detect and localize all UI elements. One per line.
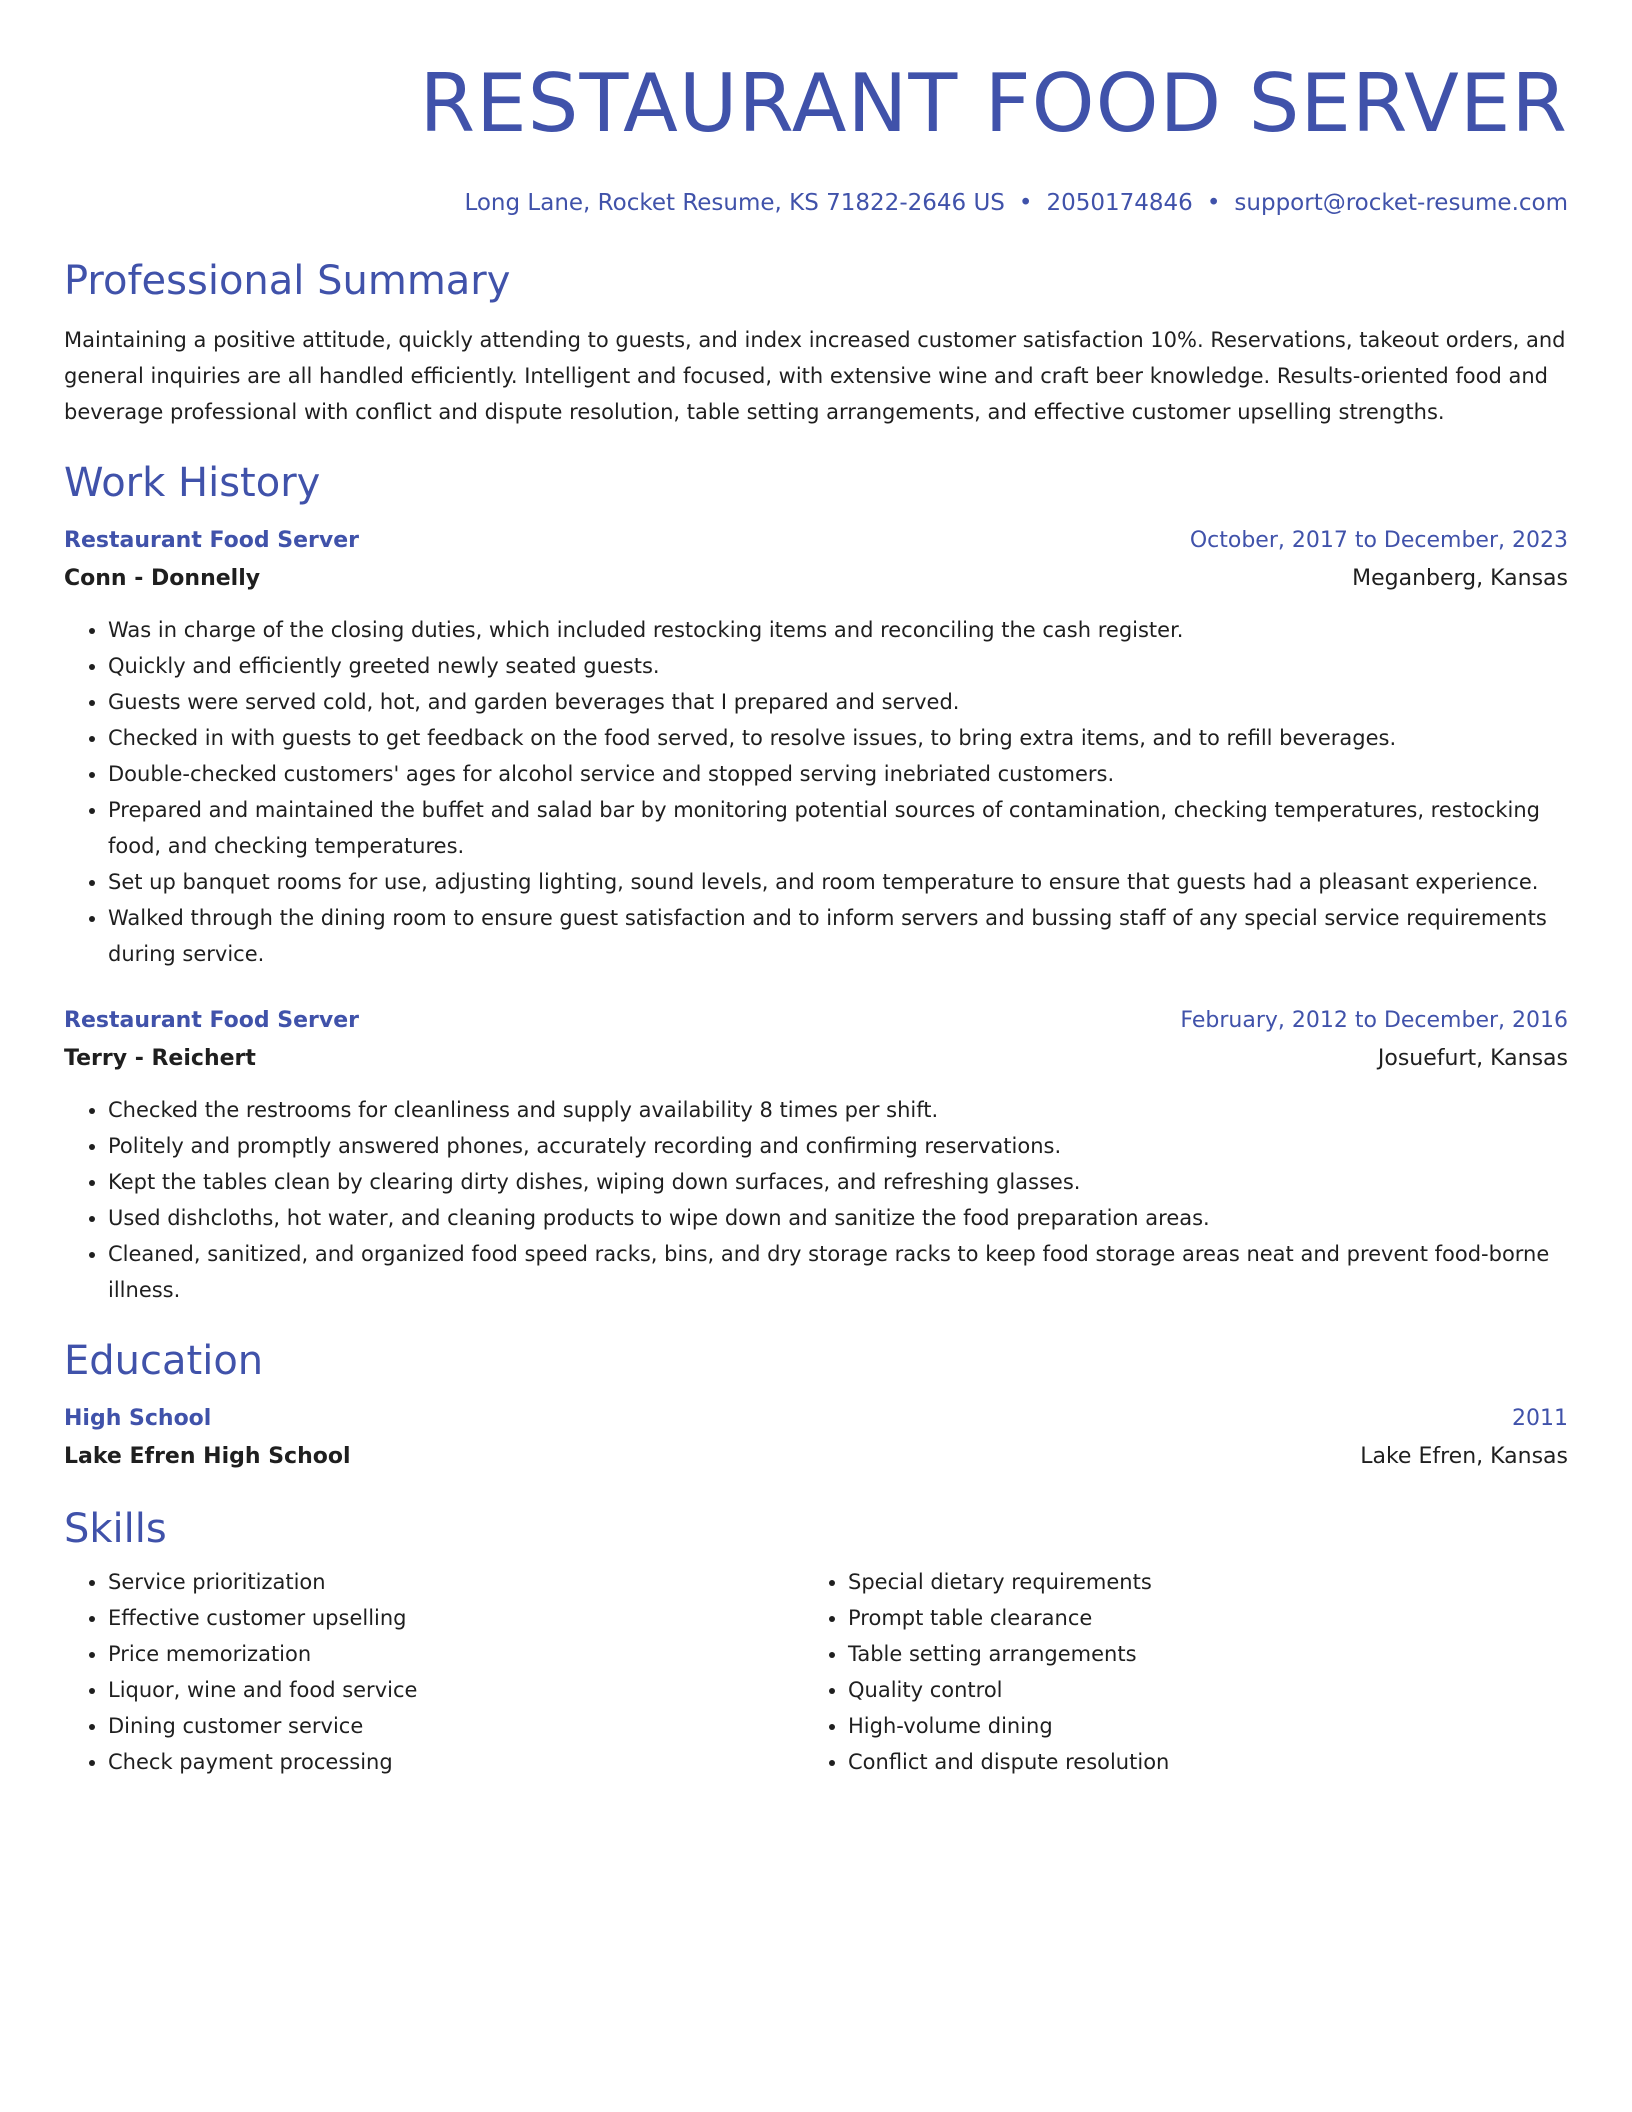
contact-separator: • (1018, 190, 1033, 216)
job-subheader (64, 1040, 1568, 1078)
skill-item: • Price memorization (108, 1636, 804, 1672)
bullet-item: • Kept the tables clean by clearing dirty dishes, wiping down surfaces, and refreshing glasses. (108, 1164, 1568, 1200)
email-text: support@rocket-resume.com (1234, 190, 1568, 216)
bullet-item: • Was in charge of the closing duties, which included restocking items and reconciling the cash register. (108, 612, 1568, 648)
school-name: Lake Efren High School (64, 1444, 351, 1469)
bullet-item: • Prepared and maintained the buffet and salad bar by monitoring potential sources of contamination, checking temperatures, restocking food, and checking temperatures. (108, 792, 1568, 864)
skill-item: • Prompt table clearance (848, 1600, 1544, 1636)
bullet-item: • Checked the restrooms for cleanliness and supply availability 8 times per shift. (108, 1092, 1568, 1128)
job-dates: October, 2017 to December, 2023 (1189, 528, 1568, 553)
bullet-item: • Cleaned, sanitized, and organized food speed racks, bins, and dry storage racks to keep food storage areas neat and prevent food-borne illness. (108, 1236, 1568, 1308)
education-entry (64, 1400, 1568, 1476)
skill-item: • Conflict and dispute resolution (848, 1744, 1544, 1780)
company-name: Conn - Donnelly (64, 566, 261, 591)
job-title: Restaurant Food Server (64, 1008, 360, 1033)
degree-name: High School (64, 1406, 212, 1431)
skills-heading: Skills (64, 1506, 167, 1552)
bullet-item: • Set up banquet rooms for use, adjusting lighting, sound levels, and room temperature to ensure that guests had a pleasant experience. (108, 864, 1568, 900)
job-header (64, 522, 1568, 560)
education-header (64, 1400, 1568, 1438)
job-title: Restaurant Food Server (64, 528, 360, 553)
education-subheader (64, 1438, 1568, 1476)
address-text: Long Lane, Rocket Resume, KS 71822-2646 US (464, 190, 1005, 216)
skill-item: • Check payment processing (108, 1744, 804, 1780)
skills-grid (64, 1564, 1568, 1780)
company-name: Terry - Reichert (64, 1046, 256, 1071)
skill-item: • High-volume dining (848, 1708, 1544, 1744)
job-dates: February, 2012 to December, 2016 (1180, 1008, 1568, 1033)
job-bullets (64, 612, 1568, 972)
contact-separator: • (1206, 190, 1221, 216)
bullet-item: • Walked through the dining room to ensure guest satisfaction and to inform servers and bussing staff of any special service requirements during service. (108, 900, 1568, 972)
skill-item: • Quality control (848, 1672, 1544, 1708)
skills-column-left (64, 1564, 804, 1780)
job-location: Josuefurt, Kansas (1377, 1046, 1568, 1071)
skill-item: • Service prioritization (108, 1564, 804, 1600)
bullet-item: • Used dishcloths, hot water, and cleaning products to wipe down and sanitize the food preparation areas. (108, 1200, 1568, 1236)
bullet-item: • Politely and promptly answered phones, accurately recording and confirming reservations. (108, 1128, 1568, 1164)
skill-item: • Effective customer upselling (108, 1600, 804, 1636)
phone-text: 2050174846 (1046, 190, 1193, 216)
bullet-item: • Guests were served cold, hot, and garden beverages that I prepared and served. (108, 684, 1568, 720)
bullet-item: • Checked in with guests to get feedback on the food served, to resolve issues, to bring extra items, and to refill beverages. (108, 720, 1568, 756)
job-entry (64, 1002, 1568, 1308)
skills-column-right (804, 1564, 1544, 1780)
bullet-item: • Double-checked customers' ages for alcohol service and stopped serving inebriated customers. (108, 756, 1568, 792)
skill-item: • Dining customer service (108, 1708, 804, 1744)
job-bullets (64, 1092, 1568, 1308)
job-subheader (64, 560, 1568, 598)
graduation-year: 2011 (1512, 1406, 1568, 1431)
contact-line (64, 188, 1568, 218)
school-location: Lake Efren, Kansas (1360, 1444, 1568, 1469)
summary-heading: Professional Summary (64, 258, 511, 304)
education-heading: Education (64, 1338, 264, 1384)
summary-text: Maintaining a positive attitude, quickly attending to guests, and index increased customer satisfaction 10%. Reservations, takeout orders, and general inquiries are all handled efficiently. Intelligent and focused, with extensive wine and craft beer knowledge. Results-oriented food and beverage professional with conflict and dispute resolution, table setting arrangements, and effective customer upselling strengths. (64, 328, 1566, 424)
skill-item: • Special dietary requirements (848, 1564, 1544, 1600)
job-location: Meganberg, Kansas (1352, 566, 1568, 591)
skill-item: • Table setting arrangements (848, 1636, 1544, 1672)
job-entry (64, 522, 1568, 972)
resume-name: RESTAURANT FOOD SERVER (419, 57, 1568, 150)
job-header (64, 1002, 1568, 1040)
skill-item: • Liquor, wine and food service (108, 1672, 804, 1708)
bullet-item: • Quickly and efficiently greeted newly seated guests. (108, 648, 1568, 684)
work-history-heading: Work History (64, 460, 321, 506)
